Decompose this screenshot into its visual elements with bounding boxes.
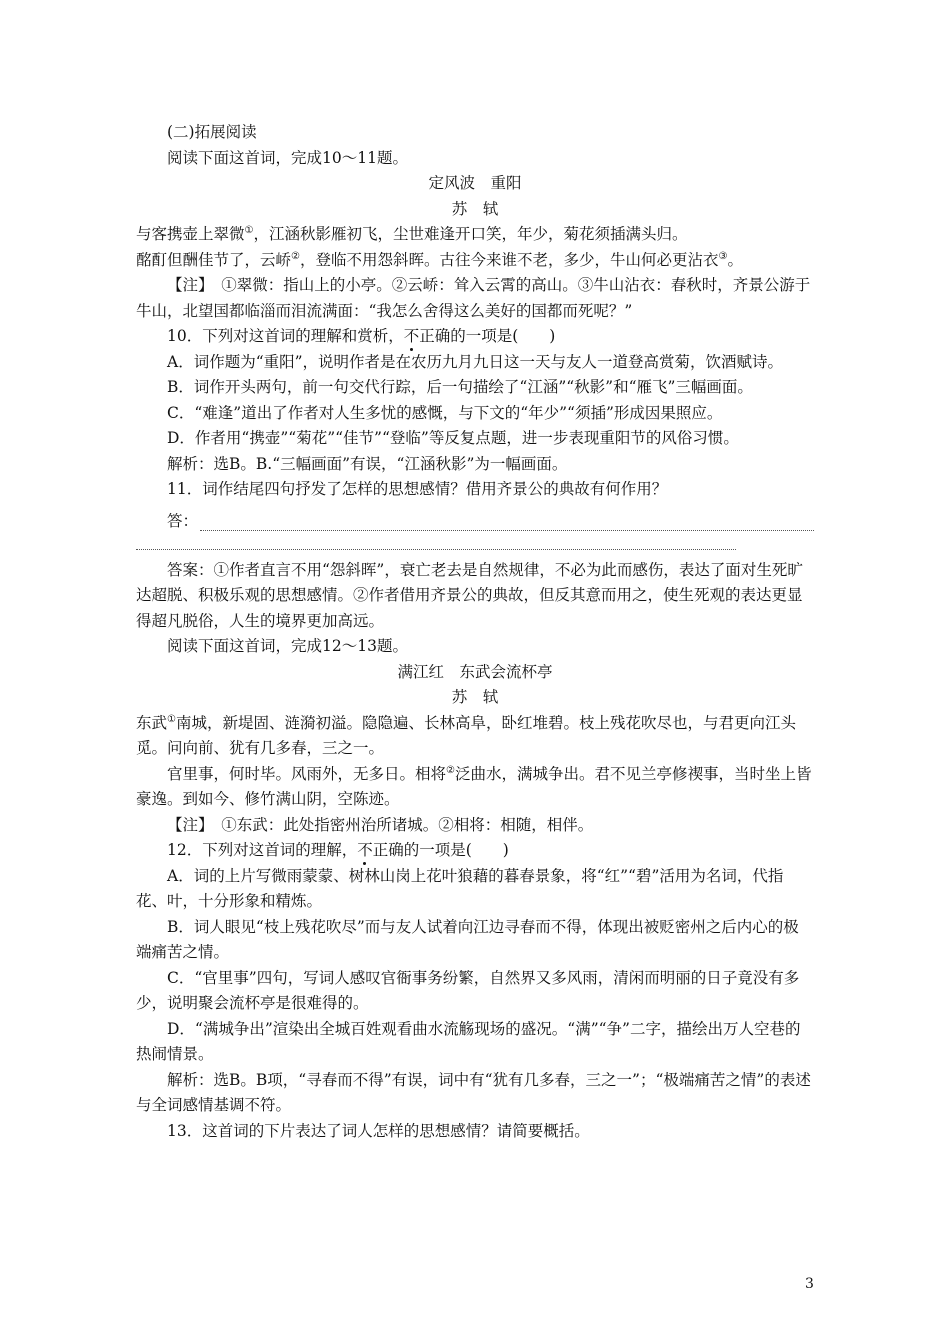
page-content <box>136 120 814 1144</box>
q10-option-d: D．作者用“携壶”“菊花”“佳节”“登临”等反复点题，进一步表现重阳节的风俗习惯。 <box>167 429 739 447</box>
footnote-mark: ② <box>291 250 300 262</box>
footnote-mark: ② <box>446 764 455 776</box>
footnote-mark: ① <box>244 224 254 236</box>
poem1-line2-text-b: ，登临不用怨斜晖。古往今来谁不老，多少，牛山何必更沾衣 <box>299 250 719 269</box>
poem2-line2-text-a: 官里事，何时毕。风雨外，无多日。相将 <box>167 764 447 783</box>
emphasis-dot-char: 不 <box>357 841 373 859</box>
q12-option-c: C．“官里事”四句，写词人感叹官衙事务纷繁，自然界又多风雨，清闲而明丽的日子竟没有多少，说明聚会流杯亭是很难得的。 <box>136 968 800 1012</box>
q10-stem-a: 10．下列对这首词的理解和赏析， <box>167 327 404 345</box>
q12-stem <box>136 838 814 864</box>
q12-stem-b: 正确的一项是( ) <box>372 841 509 859</box>
footnote-mark: ③ <box>718 250 728 262</box>
poem1-line1-text-b: ，江涵秋影雁初飞，尘世难逢开口笑，年少，菊花须插满头归。 <box>253 225 688 243</box>
q10-option-a: A．词作题为“重阳”，说明作者是在农历九月九日这一天与友人一道登高赏菊，饮酒赋诗。 <box>167 352 784 371</box>
q12-option-a: A．词的上片写微雨蒙蒙、树林山岗上花叶狼藉的暮春景象，将“红”“碧”活用为名词，代指花、叶，十分形象和精炼。 <box>136 866 784 910</box>
q12-option-b: B．词人眼见“枝上残花吹尽”而与友人试着向江边寻春而不得，体现出被贬密州之后内心的极端痛苦之情。 <box>136 917 799 961</box>
poem2-line1-text-a: 东武 <box>136 713 168 732</box>
page-number: 3 <box>805 1276 814 1292</box>
poem2-note: 【注】 ①东武：此处指密州治所诸城。②相将：相随，相伴。 <box>167 815 594 834</box>
q13-stem: 13．这首词的下片表达了词人怎样的思想感情？请简要概括。 <box>167 1121 590 1140</box>
answer-blank-2 <box>136 531 736 550</box>
q10-option-b: B．词作开头两句，前一句交代行踪，后一句描绘了“江涵”“秋影”和“雁飞”三幅画面。 <box>167 378 753 396</box>
section-title: (二)拓展阅读 <box>167 123 257 141</box>
poem1-line1-text-a: 与客携壶上翠微 <box>136 225 245 243</box>
poem1-note: 【注】 ①翠微：指山上的小亭。②云峤：耸入云霄的高山。③牛山沾衣：春秋时，齐景公游于牛山，北望国都临淄而泪流满面：“我怎么舍得这么美好的国都而死呢？” <box>136 276 811 320</box>
q10-option-c: C．“难逢”道出了作者对人生多忧的感慨，与下文的“年少”“须插”形成因果照应。 <box>167 403 723 422</box>
intro-12-13: 阅读下面这首词，完成12～13题。 <box>167 637 408 655</box>
poem2-line2 <box>136 762 814 813</box>
poem1-line2-text-a: 酩酊但酬佳节了，云峤 <box>136 250 292 269</box>
q10-analysis: 解析：选B。B.“三幅画面”有误，“江涵秋影”为一幅画面。 <box>167 454 568 473</box>
emphasis-dot-char: 不 <box>403 327 420 345</box>
poem1-author: 苏 轼 <box>451 199 499 218</box>
q12-analysis: 解析：选B。B项，“寻春而不得”有误，词中有“犹有几多春，三之一”；“极端痛苦之情”的表述与全词感情基调不符。 <box>136 1070 811 1114</box>
q11-stem: 11．词作结尾四句抒发了怎样的思想感情？借用齐景公的典故有何作用？ <box>167 480 668 498</box>
answer-label: 答： <box>167 511 199 530</box>
q11-answer-line <box>136 503 814 531</box>
q12-stem-a: 12．下列对这首词的理解， <box>167 841 358 859</box>
poem2-line2-text-b: 泛曲水，满城争出。君不见兰亭修禊事，当时坐上皆豪逸。到如今、修竹满山阴，空陈迹。 <box>136 764 812 808</box>
poem2-title: 满江红 东武会流杯亭 <box>397 662 553 681</box>
footnote-mark: ① <box>167 713 176 725</box>
answer-blank <box>200 516 814 531</box>
q10-stem-b: 正确的一项是( ) <box>419 327 556 345</box>
poem1-title: 定风波 重阳 <box>428 174 522 192</box>
poem2-line1-text-b: 南城，新堤固、涟漪初溢。隐隐遍、长林高阜，卧红堆碧。枝上残花吹尽也，与君更向江头觅。问向前、犹有几多春，三之一。 <box>136 713 796 757</box>
poem1-line2 <box>136 248 814 274</box>
poem2-line1 <box>136 711 814 762</box>
q11-answer: 答案：①作者直言不用“怨斜晖”，衰亡老去是自然规律，不必为此而感伤，表达了面对生死旷达超脱、积极乐观的思想感情。②作者借用齐景公的典故，但反其意而用之，使生死观的表达更显得超凡脱俗，人生的境界更加高远。 <box>136 560 803 630</box>
poem1-line1 <box>136 222 814 248</box>
q10-stem <box>136 324 814 350</box>
poem2-author: 苏 轼 <box>451 688 499 706</box>
q12-option-d: D．“满城争出”渲染出全城百姓观看曲水流觞现场的盛况。“满”“争”二字，描绘出万人空巷的热闹情景。 <box>136 1019 801 1063</box>
poem1-line2-text-c: 。 <box>727 250 743 269</box>
intro-10-11: 阅读下面这首词，完成10～11题。 <box>167 148 408 167</box>
